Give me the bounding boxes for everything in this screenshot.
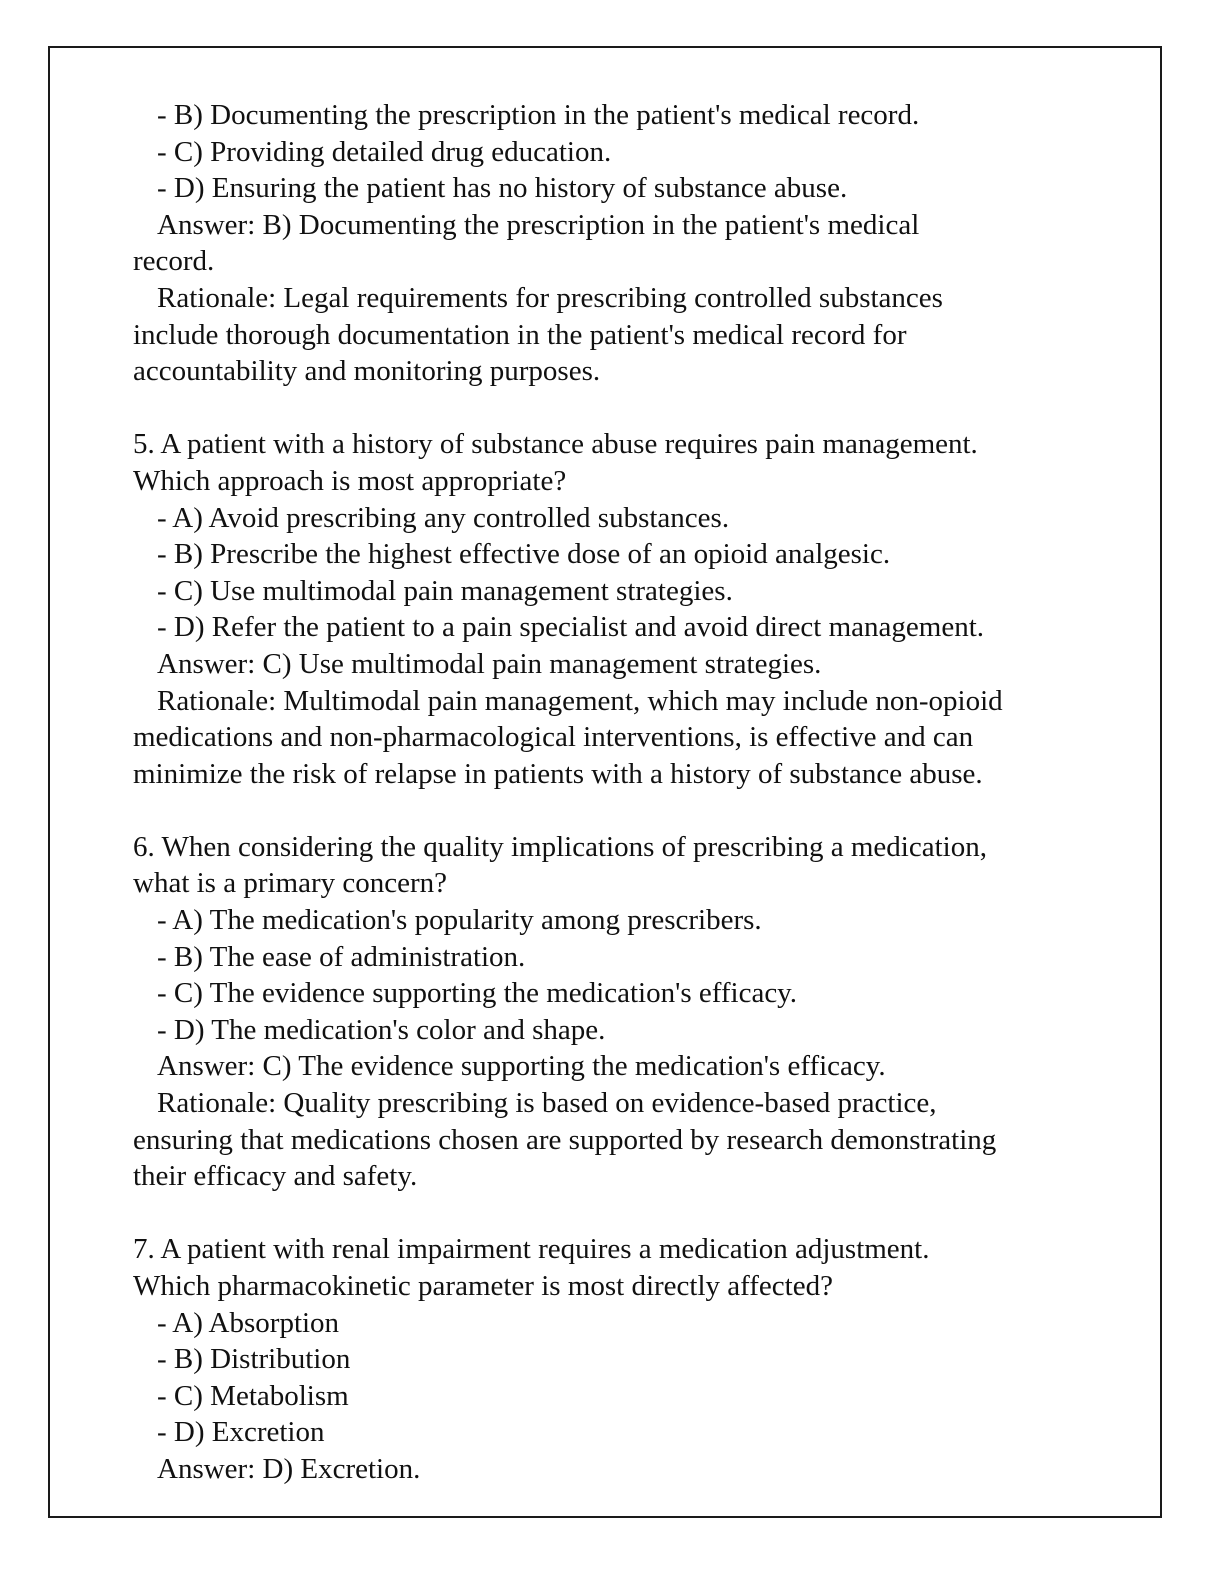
question-text: what is a primary concern?	[133, 867, 448, 900]
rationale-line: accountability and monitoring purposes.	[133, 355, 601, 388]
question-text: 6. When considering the quality implications of prescribing a medication,	[133, 830, 987, 863]
option-d: - D) Ensuring the patient has no history of substance abuse.	[157, 172, 848, 205]
option-b: - B) The ease of administration.	[157, 940, 526, 973]
answer-line: Answer: B) Documenting the prescription in the patient's medical	[157, 208, 920, 241]
answer-line: Answer: C) Use multimodal pain management strategies.	[157, 647, 822, 680]
question-4-continued	[133, 97, 1093, 390]
rationale-line: Rationale: Multimodal pain management, which may include non-opioid	[157, 684, 1003, 717]
option-b: - B) Prescribe the highest effective dose of an opioid analgesic.	[157, 538, 891, 571]
option-b: - B) Documenting the prescription in the patient's medical record.	[157, 99, 920, 131]
option-c: - C) Metabolism	[157, 1379, 349, 1412]
option-a: - A) The medication's popularity among prescribers.	[157, 904, 762, 937]
rationale-line: ensuring that medications chosen are supported by research demonstrating	[133, 1123, 997, 1156]
option-d: - D) Refer the patient to a pain specialist and avoid direct management.	[157, 611, 984, 644]
question-6	[133, 829, 1093, 1195]
document-body	[133, 97, 1093, 1488]
option-d: - D) The medication's color and shape.	[157, 1013, 606, 1046]
option-c: - C) Providing detailed drug education.	[157, 135, 612, 168]
question-7	[133, 1231, 1093, 1487]
answer-line: Answer: D) Excretion.	[157, 1452, 421, 1485]
rationale-line: minimize the risk of relapse in patients with a history of substance abuse.	[133, 757, 983, 790]
spacer	[133, 792, 1093, 829]
rationale-line: include thorough documentation in the patient's medical record for	[133, 318, 907, 351]
spacer	[133, 1195, 1093, 1232]
question-text: Which approach is most appropriate?	[133, 464, 567, 497]
option-c: - C) Use multimodal pain management strategies.	[157, 574, 733, 607]
option-a: - A) Avoid prescribing any controlled substances.	[157, 501, 730, 534]
question-text: 7. A patient with renal impairment requires a medication adjustment.	[133, 1233, 930, 1266]
option-c: - C) The evidence supporting the medication's efficacy.	[157, 977, 798, 1010]
option-b: - B) Distribution	[157, 1343, 351, 1376]
rationale-line: Rationale: Quality prescribing is based on evidence-based practice,	[157, 1087, 937, 1120]
question-5	[133, 426, 1093, 792]
answer-line-continued: record.	[133, 245, 215, 278]
question-text: 5. A patient with a history of substance abuse requires pain management.	[133, 428, 978, 461]
rationale-line: medications and non-pharmacological interventions, is effective and can	[133, 721, 974, 754]
option-a: - A) Absorption	[157, 1306, 340, 1339]
spacer	[133, 390, 1093, 427]
rationale-line: their efficacy and safety.	[133, 1160, 418, 1193]
rationale-line: Rationale: Legal requirements for prescribing controlled substances	[157, 281, 943, 314]
question-text: Which pharmacokinetic parameter is most directly affected?	[133, 1270, 833, 1302]
answer-line: Answer: C) The evidence supporting the medication's efficacy.	[157, 1050, 886, 1083]
option-d: - D) Excretion	[157, 1416, 325, 1449]
